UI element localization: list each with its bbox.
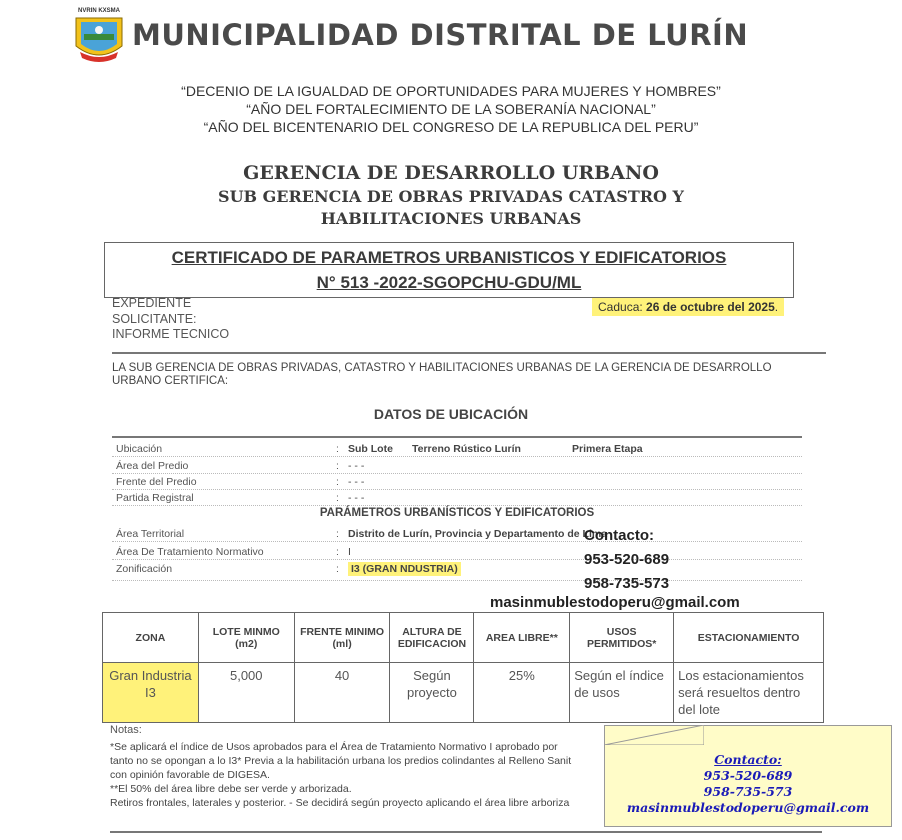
ubicacion-label: Ubicación [116,443,163,455]
zonificacion-row [112,561,802,581]
colon: : [336,563,339,575]
sticky-email: masinmublestodoperu@gmail.com [626,800,870,815]
zonificacion-label: Zonificación [116,563,173,575]
area-tratamiento-value: I [348,546,351,558]
datos-ubicacion-title: DATOS DE UBICACIÓN [373,406,529,422]
informe-label: INFORME TECNICO [112,327,230,341]
expediente-label: EXPEDIENTE [112,296,192,310]
logo-text: NVRIN KXSMA [77,8,120,14]
frente-predio-value: - - - [348,476,365,488]
caduca-end: . [774,300,779,314]
subgerencia-line: SUB GERENCIA DE OBRAS PRIVADAS CATASTRO Y [218,187,684,206]
certifica-text: LA SUB GERENCIA DE OBRAS PRIVADAS, CATASTRO Y HABILITACIONES URBANAS DE LA GERENCIA DE DESARROLLO URBANO CERTIFICA: [112,362,772,387]
header-altura: ALTURA DE EDIFICACION [390,613,474,663]
caduca-label: Caduca: [598,300,643,314]
decenio-block [0,82,902,136]
colon: : [336,476,339,488]
table-row [103,663,824,723]
area-tratamiento-row [112,544,802,560]
decenio-line: “AÑO DEL FORTALECIMIENTO DE LA SOBERANÍA NACIONAL” [246,101,656,117]
cell-frente: 40 [294,663,390,723]
bottom-divider [110,831,822,833]
ubicacion-row [112,441,802,457]
cell-area-libre: 25% [474,663,570,723]
municipality-title: MUNICIPALIDAD DISTRITAL DE LURÍN [132,18,749,52]
area-predio-value: - - - [348,460,365,472]
note-line: Retiros frontales, laterales y posterior. - Se decidirá según proyecto aplicando el área libre arboriza [110,797,570,809]
partida-registral-row [112,490,802,506]
notes-block [110,740,610,810]
gerencia-line: GERENCIA DE DESARROLLO URBANO [243,162,659,184]
note-line: con opinión favorable de DIGESA. [110,769,270,781]
area-predio-label: Área del Predio [116,460,189,472]
colon: : [336,460,339,472]
area-tratamiento-label: Área De Tratamiento Normativo [116,546,264,558]
contact-block [584,524,669,596]
contact-phone-1: 953-520-689 [584,551,670,568]
header-usos: USOS PERMITIDOS* [570,613,674,663]
notes-title: Notas: [110,724,142,736]
area-territorial-row [112,526,802,542]
note-line: *Se aplicará el índice de Usos aprobados para el Área de Tratamiento Normativo I aprobado por [110,741,558,753]
parametros-title: PARÁMETROS URBANÍSTICOS Y EDIFICATORIOS [319,507,595,519]
zonificacion-value: I3 (GRAN NDUSTRIA) [348,562,461,576]
partida-registral-value: - - - [348,492,365,504]
habilitaciones-line: HABILITACIONES URBANAS [320,209,582,228]
area-territorial-label: Área Territorial [116,528,185,540]
certificate-number: N° 513 -2022-SGOPCHU-GDU/ML [316,273,582,292]
header-zona: ZONA [103,613,199,663]
ubicacion-value-2: Terreno Rústico Lurín [412,443,521,455]
certificate-title: CERTIFICADO DE PARAMETROS URBANISTICOS Y EDIFICATORIOS [171,248,727,267]
expediente-block [112,296,229,343]
colon: : [336,443,339,455]
colon: : [336,546,339,558]
ubicacion-value-1: Sub Lote [348,443,393,455]
contact-email: masinmublestodoperu@gmail.com [490,594,740,611]
header-area-libre: AREA LIBRE** [474,613,570,663]
caduca-badge [592,298,784,316]
sticky-tail-icon [604,725,704,745]
table-header-row [103,613,824,663]
frente-predio-label: Frente del Predio [116,476,197,488]
divider [112,352,826,354]
zonificacion-value-wrap [348,563,461,575]
header-lote: LOTE MINMO (m2) [198,613,294,663]
sticky-title: Contacto: [714,752,782,767]
cell-estacionamiento: Los estacionamientos será resueltos dentro del lote [674,663,824,723]
contact-phone-2: 958-735-573 [584,575,670,592]
decenio-line: “DECENIO DE LA IGUALDAD DE OPORTUNIDADES PARA MUJERES Y HOMBRES” [181,83,721,99]
note-line: **El 50% del área libre debe ser verde y arborizada. [110,783,352,795]
header-frente: FRENTE MINIMO (ml) [294,613,390,663]
cell-lote: 5,000 [198,663,294,723]
zone-parameters-table [102,612,824,723]
colon: : [336,528,339,540]
sticky-phone-1: 953-520-689 [703,768,793,783]
area-predio-row [112,458,802,474]
frente-predio-row [112,474,802,490]
header-estacionamiento: ESTACIONAMIENTO [674,613,824,663]
caduca-date: 26 de octubre del 2025 [646,300,775,314]
colon: : [336,492,339,504]
municipal-logo [72,8,126,64]
cell-usos: Según el índice de usos [570,663,674,723]
partida-registral-label: Partida Registral [116,492,194,504]
divider [112,436,802,438]
area-territorial-value: Distrito de Lurín, Provincia y Departamento de Lima [348,528,608,540]
decenio-line: “AÑO DEL BICENTENARIO DEL CONGRESO DE LA REPUBLICA DEL PERU” [203,119,699,135]
note-line: tanto no se opongan a lo I3* Previa a la habilitación urbana los predios colindantes al Relleno Sanit [110,755,572,767]
ubicacion-value-3: Primera Etapa [572,443,643,455]
gerencia-heading [0,160,902,230]
cell-zona: Gran Industria I3 [103,663,199,723]
contact-label: Contacto: [584,527,654,544]
sticky-contact-text [604,752,892,816]
cell-altura: Según proyecto [390,663,474,723]
solicitante-label: SOLICITANTE: [112,311,197,326]
sticky-phone-2: 958-735-573 [703,784,793,799]
